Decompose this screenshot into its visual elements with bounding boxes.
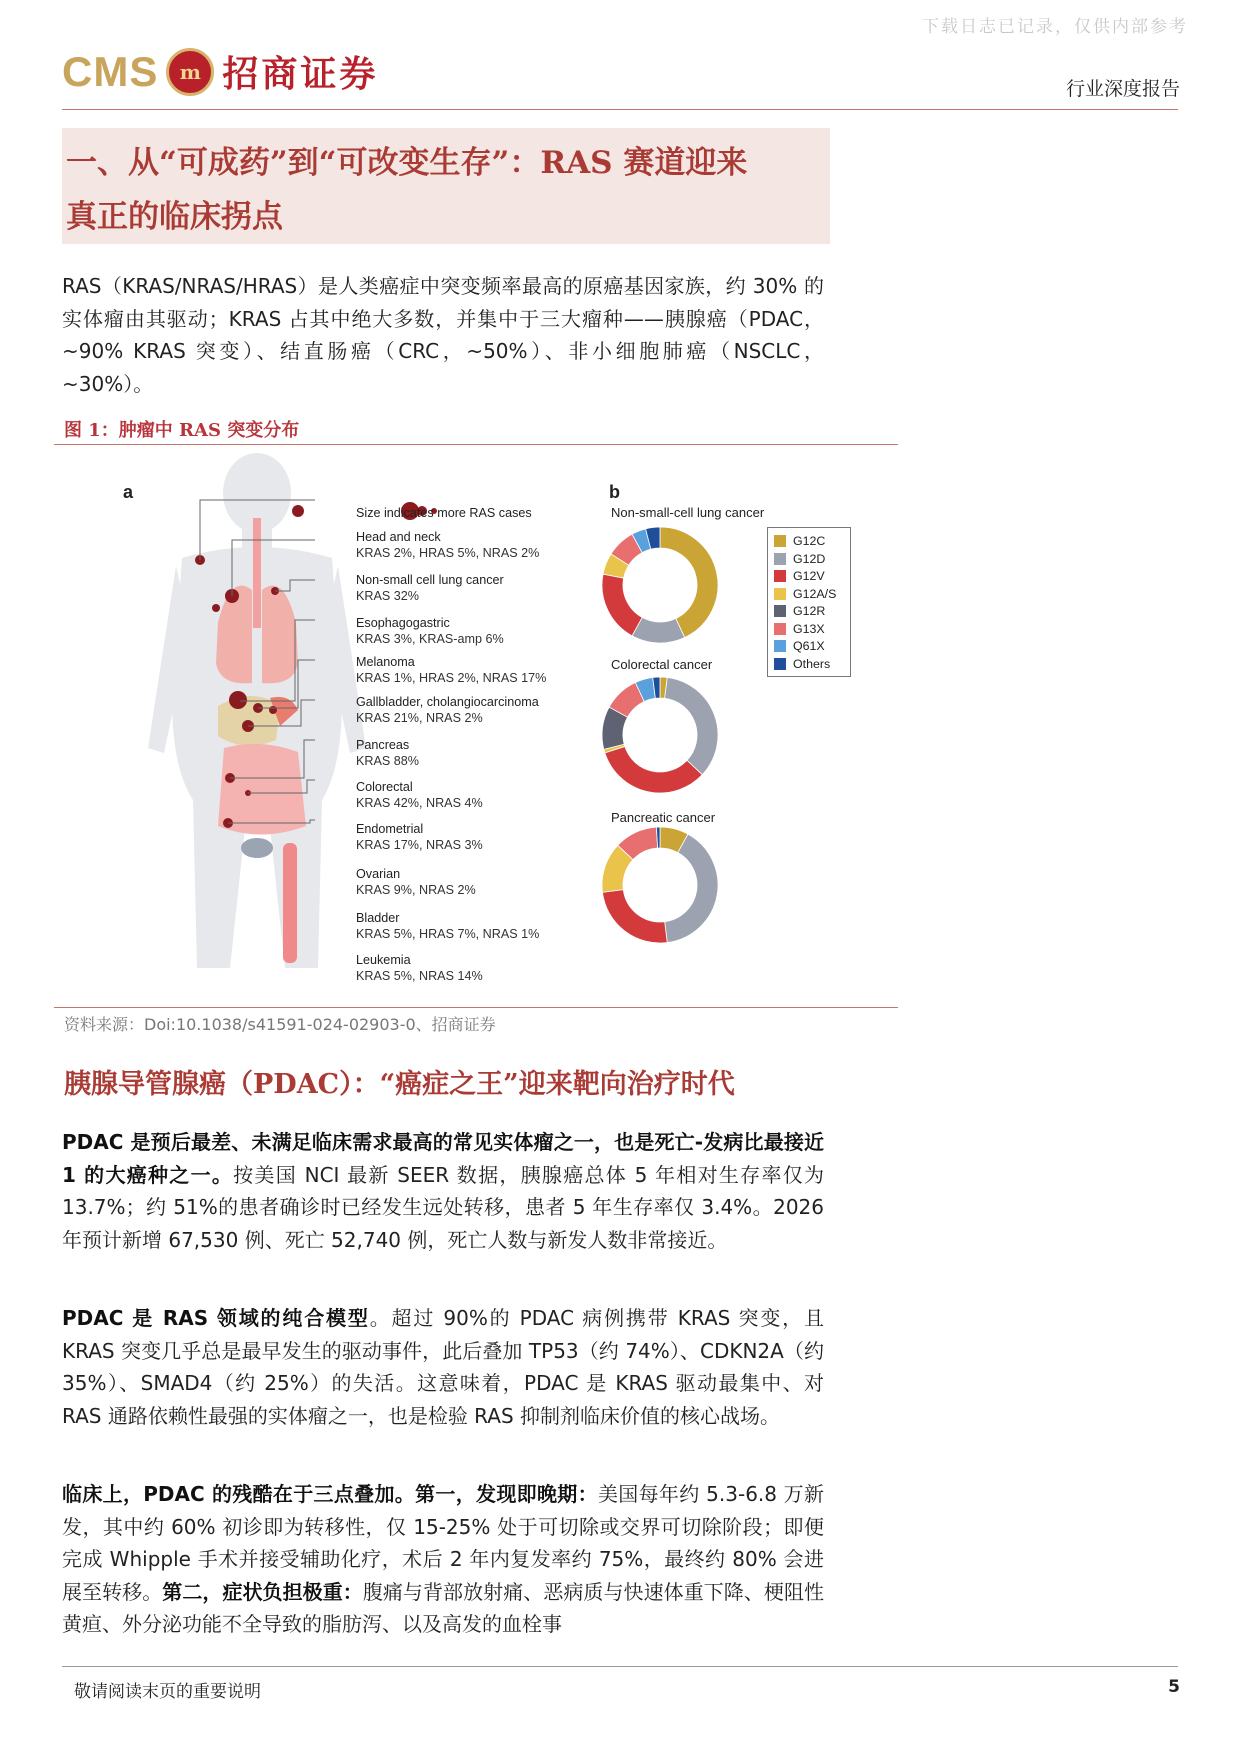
logo-emblem-icon: m — [166, 48, 214, 96]
legend-swatch — [774, 553, 786, 565]
panel-b-letter: b — [609, 482, 620, 502]
mutation-donut-charts — [600, 520, 740, 945]
organ-label-leukemia: Leukemia KRAS 5%, NRAS 14% — [356, 953, 483, 983]
watermark: 下载日志已记录，仅供内部参考 — [922, 17, 1188, 37]
legend-item: G12V — [774, 569, 825, 583]
legend-item: G12C — [774, 534, 825, 548]
legend-item: G12D — [774, 552, 825, 566]
organ-label-gallbladder: Gallbladder, cholangiocarcinoma KRAS 21%, NRAS 2% — [356, 695, 539, 725]
organ-label-head-neck: Head and neck KRAS 2%, HRAS 5%, NRAS 2% — [356, 530, 540, 560]
donut-slice-g12v — [605, 746, 702, 793]
bladder — [241, 838, 273, 858]
donut-slice-g12v — [602, 574, 642, 636]
footer-note: 敬请阅读末页的重要说明 — [74, 1682, 261, 1702]
paragraph-pdac-clinical: 临床上，PDAC 的残酷在于三点叠加。第一，发现即晚期：美国每年约 5.3-6.8 万新发，其中约 60% 初诊即为转移性，仅 15-25% 处于可切除或交界可切除阶段；即便完成 Whipple 手术并接受辅助化疗，术后 2 年内复发率约 75%，最终约 80% 会进展至转移。第二，症状负担极重：腹痛与背部放射痛、恶病质与快速体重下降、梗阻性黄疸、外分泌功能不全导致的脂肪泻、以及高发的血栓事 — [62, 1482, 825, 1636]
femur — [283, 843, 297, 963]
company-logo — [62, 46, 378, 97]
organ-label-bladder: Bladder KRAS 5%, HRAS 7%, NRAS 1% — [356, 911, 540, 941]
paragraph-pdac-model: PDAC 是 RAS 领域的纯合模型。超过 90%的 PDAC 病例携带 KRAS 突变，且 KRAS 突变几乎总是最早发生的驱动事件，此后叠加 TP53（约 74%）、CDKN2A（约 35%）、SMAD4（约 25%）的失活。这意味着，PDAC 是 KRAS 驱动最集中、对 RAS 通路依赖性最强的实体瘤之一，也是检验 RAS 抑制剂临床价值的核心战场。 — [62, 1306, 824, 1428]
size-legend-label: Size indicates more RAS cases — [356, 506, 532, 520]
page-number: 5 — [1168, 1677, 1180, 1697]
legend-swatch — [774, 658, 786, 670]
organ-label-nsclc: Non-small cell lung cancer KRAS 32% — [356, 573, 504, 603]
legend-item: G13X — [774, 622, 825, 636]
section-heading-pdac: 胰腺导管腺癌（PDAC）：“癌症之王”迎来靶向治疗时代 — [64, 1069, 735, 1100]
legend-item: Others — [774, 657, 830, 671]
logo-chinese: 招商证券 — [222, 53, 379, 95]
organ-label-colorectal: Colorectal KRAS 42%, NRAS 4% — [356, 780, 483, 810]
section-title-line2: 真正的临床拐点 — [66, 199, 283, 235]
donut-title-pancreatic: Pancreatic cancer — [611, 810, 716, 825]
legend-item: Q61X — [774, 639, 825, 653]
donut-slice-g12v — [602, 890, 667, 943]
donut-slice-g12d — [665, 677, 718, 774]
donut-title-colorectal: Colorectal cancer — [611, 657, 713, 672]
legend-swatch — [774, 570, 786, 582]
legend-swatch — [774, 535, 786, 547]
legend-item: G12A/S — [774, 587, 836, 601]
logo-latin: CMS — [62, 47, 159, 95]
donut-title-nsclc: Non-small-cell lung cancer — [611, 505, 765, 520]
header-divider — [62, 109, 1178, 110]
legend-swatch — [774, 588, 786, 600]
legend-swatch — [774, 623, 786, 635]
paragraph-pdac-prognosis: PDAC 是预后最差、未满足临床需求最高的常见实体瘤之一，也是死亡-发病比最接近 1 的大癌种之一。按美国 NCI 最新 SEER 数据，胰腺癌总体 5 年相对生存率仅为 13.7%；约 51%的患者确诊时已经发生远处转移，患者 5 年生存率仅 3.4%。2026 年预计新增 67,530 例、死亡 52,740 例，死亡人数与新发人数非常接近。 — [62, 1130, 824, 1252]
mutation-legend — [767, 527, 851, 677]
section-title — [66, 136, 826, 244]
figure-bottom-rule — [54, 1007, 898, 1008]
organ-label-endometrial: Endometrial KRAS 17%, NRAS 3% — [356, 822, 483, 852]
organ-label-pancreas: Pancreas KRAS 88% — [356, 738, 419, 768]
organ-label-melanoma: Melanoma KRAS 1%, HRAS 2%, NRAS 17% — [356, 655, 547, 685]
legend-item: G12R — [774, 604, 825, 618]
trachea — [253, 518, 261, 628]
report-type: 行业深度报告 — [1065, 78, 1180, 100]
figure-top-rule — [54, 444, 898, 445]
legend-swatch — [774, 605, 786, 617]
intro-paragraph: RAS（KRAS/NRAS/HRAS）是人类癌症中突变频率最高的原癌基因家族，约 30% 的实体瘤由其驱动；KRAS 占其中绝大多数，并集中于三大瘤种——胰腺癌（PDAC，~90% KRAS 突变）、结直肠癌（CRC，~50%）、非小细胞肺癌（NSCLC，~30%）。 — [62, 274, 824, 396]
legend-swatch — [774, 640, 786, 652]
organ-label-esophagogastric: Esophagogastric KRAS 3%, KRAS-amp 6% — [356, 616, 504, 646]
organ-label-ovarian: Ovarian KRAS 9%, NRAS 2% — [356, 867, 476, 897]
figure-title: 图 1：肿瘤中 RAS 突变分布 — [64, 420, 300, 441]
panel-a-letter: a — [123, 482, 134, 502]
section-title-line1: 一、从“可成药”到“可改变生存”：RAS 赛道迎来 — [66, 145, 748, 181]
footer-divider — [62, 1666, 1178, 1667]
figure-source: 资料来源：Doi:10.1038/s41591-024-02903-0、招商证券 — [64, 1015, 496, 1034]
